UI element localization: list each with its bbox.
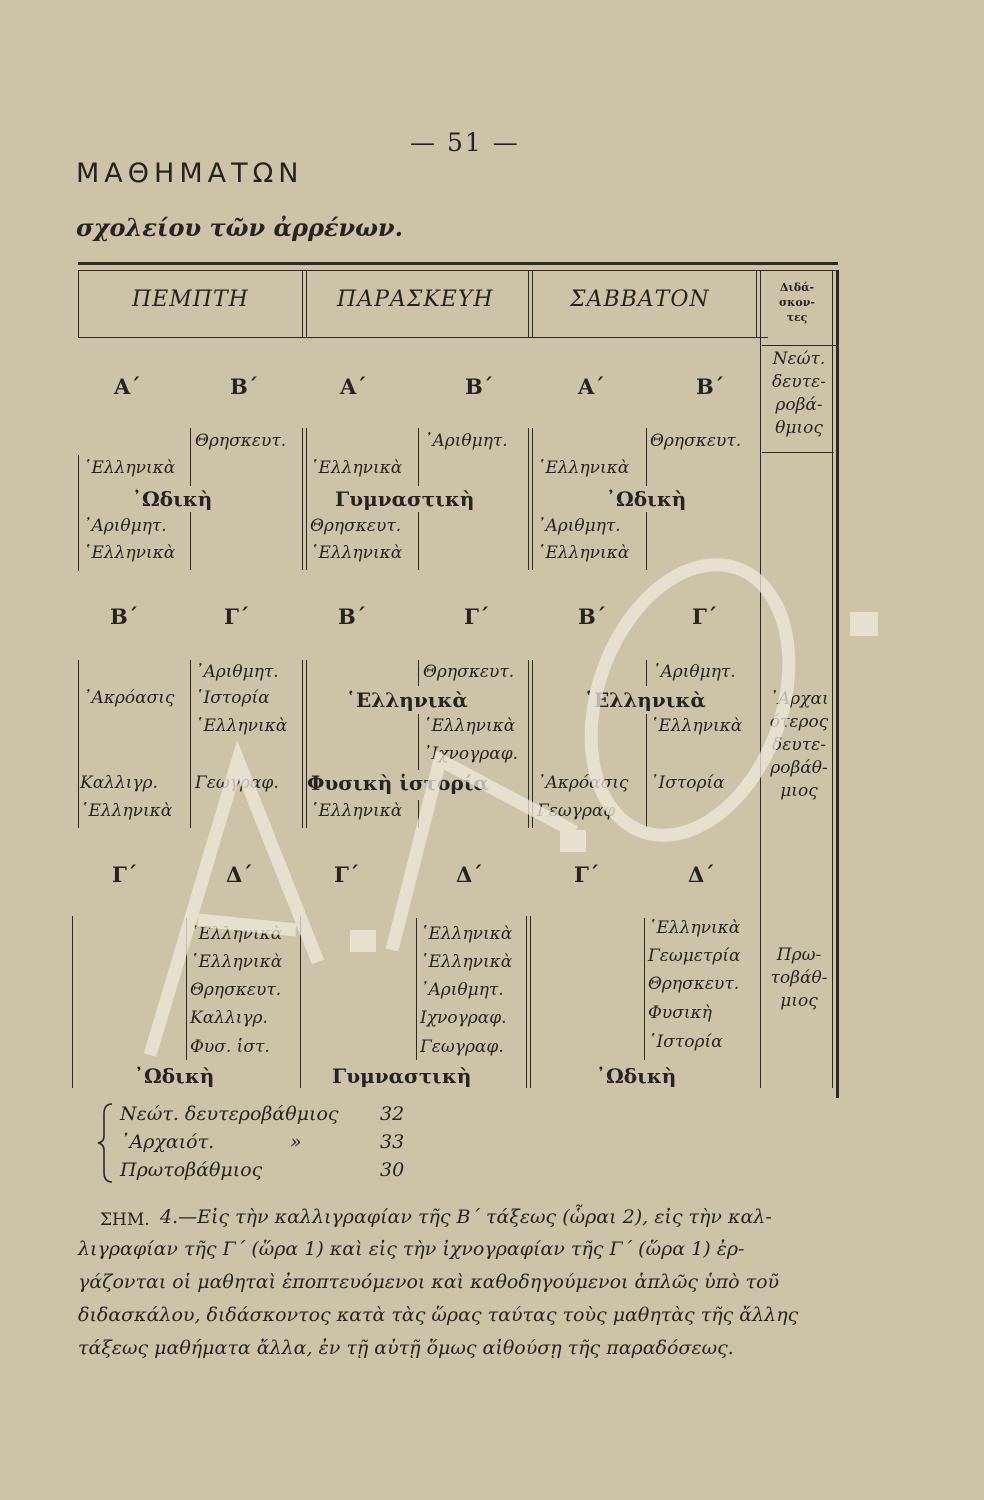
teachers-header: Διδά- σκον- τες: [779, 281, 815, 324]
summary-hours: 33: [380, 1131, 405, 1153]
class-label: Γ΄: [112, 862, 138, 887]
footnote-line: διδασκάλου, διδάσκοντος κατὰ τὰς ὥρας ταύτας τοὺς μαθητὰς τῆς ἄλλης: [78, 1304, 799, 1326]
class-label: Δ΄: [226, 862, 253, 887]
summary-label: Πρωτοβάθμιος: [120, 1159, 263, 1181]
cell-thu-common: ᾿Ωδικὴ: [132, 487, 213, 511]
class-label: Δ΄: [688, 862, 715, 887]
teacher-block3: Πρω- τοβάθ- μιος: [770, 945, 828, 1011]
cell-sat-a3: ῾Ελληνικὰ: [537, 543, 630, 563]
cell-thu-g4: Γεωγραφ.: [195, 773, 279, 793]
cell-fri-common: Γυμναστικὴ: [332, 1064, 472, 1088]
class-label: Γ΄: [224, 604, 250, 629]
cell-sat-b3: Γεωγραφ: [537, 801, 616, 821]
footnote-prefix: ΣΗΜ.: [100, 1210, 150, 1230]
cell-fri-common: ῾Ελληνικὰ: [346, 688, 468, 712]
cell-fri-g2: ῾Ελληνικὰ: [423, 716, 516, 736]
cell-sat-b2: ᾿Ακρόασις: [537, 773, 629, 793]
class-label: Γ΄: [574, 862, 600, 887]
cell-thu-b2: Καλλιγρ.: [80, 773, 158, 793]
cell-thu-g2: ῾Ιστορία: [195, 688, 270, 708]
cell-fri-common: Γυμναστικὴ: [335, 487, 475, 511]
summary-label: Νεώτ. δευτεροβάθμιος: [120, 1103, 339, 1125]
day-header-saturday: ΣΑΒΒΑΤΟΝ: [570, 287, 710, 312]
cell-fri-b3: ῾Ελληνικὰ: [310, 801, 403, 821]
day-header-thursday: ΠΕΜΠΤΗ: [132, 287, 249, 312]
cell-thu-common: ᾿Ωδικὴ: [134, 1064, 215, 1088]
summary-hours: 32: [380, 1103, 405, 1125]
class-label: Β΄: [578, 604, 607, 629]
cell-sat-g2: ῾Ελληνικὰ: [650, 716, 743, 736]
footnote-line: 4.—Εἰς τὴν καλλιγραφίαν τῆς Β΄ τάξεως (ὧραι 2), εἰς τὴν καλ-: [160, 1206, 772, 1228]
cell-fri-a2: Θρησκευτ.: [310, 516, 402, 536]
cell-thu-a3: ῾Ελληνικὰ: [83, 543, 176, 563]
class-label: Β΄: [230, 374, 259, 399]
cell-fri-b1: ᾿Αριθμητ.: [424, 431, 508, 451]
class-label: Β΄: [465, 374, 494, 399]
cell-sat-common: ῾Ελληνικὰ: [584, 688, 706, 712]
cell-thu-g1: ᾿Αριθμητ.: [195, 662, 279, 682]
class-label: Α΄: [340, 374, 367, 399]
cell-thu-b3: ῾Ελληνικὰ: [80, 801, 173, 821]
cell-thu-b1: ᾿Ακρόασις: [83, 688, 175, 708]
teacher-block2: ᾿Αρχαι ότερος δευτε- ροβάθ- μιος: [769, 689, 829, 801]
cell-fri-a3: ῾Ελληνικὰ: [310, 543, 403, 563]
class-label: Γ΄: [692, 604, 718, 629]
class-label: Β΄: [338, 604, 367, 629]
class-label: Δ΄: [456, 862, 483, 887]
class-label: Γ΄: [464, 604, 490, 629]
cell-fri-common2: Φυσικὴ ἱστορία: [307, 771, 489, 795]
cell-thu-b1: Θρησκευτ.: [195, 431, 287, 451]
cell-sat-g3: ῾Ιστορία: [650, 773, 725, 793]
footnote-line: γάζονται οἱ μαθηταὶ ἐποπτευόμενοι καὶ καθοδηγούμενοι ἁπλῶς ὑπὸ τοῦ: [78, 1271, 780, 1293]
page-number: — 51 —: [410, 128, 520, 157]
page-subtitle: σχολείου τῶν ἀρρένων.: [76, 213, 404, 242]
cell-sat-a1: ῾Ελληνικὰ: [537, 458, 630, 478]
footnote-line: λιγραφίαν τῆς Γ΄ (ὥρα 1) καὶ εἰς τὴν ἰχνογραφίαν τῆς Γ΄ (ὥρα 1) ἐρ-: [78, 1238, 745, 1260]
class-label: Α΄: [114, 374, 141, 399]
cell-sat-common: ᾿Ωδικὴ: [596, 1064, 677, 1088]
class-label: Β΄: [110, 604, 139, 629]
cell-sat-b1: Θρησκευτ.: [650, 431, 742, 451]
cell-fri-a1: ῾Ελληνικὰ: [310, 458, 403, 478]
cell-fri-g3: ᾿Ιχνογραφ.: [423, 744, 519, 764]
summary-label: ᾿Αρχαιότ.: [120, 1131, 215, 1153]
cell-thu-a2: ᾿Αριθμητ.: [83, 516, 167, 536]
cell-thu-a1: ῾Ελληνικὰ: [83, 458, 176, 478]
cell-sat-g1: ᾿Αριθμητ.: [652, 662, 736, 682]
cell-fri-g1: Θρησκευτ.: [423, 662, 515, 682]
teacher-block1: Νεώτ. δευτε- ροβά- θμιος: [772, 349, 826, 438]
cell-sat-common: ᾿Ωδικὴ: [606, 487, 687, 511]
class-label: Β΄: [696, 374, 725, 399]
footnote-line: τάξεως μαθήματα ἄλλα, ἐν τῇ αὐτῇ ὅμως αἰθούσῃ τῆς παραδόσεως.: [78, 1337, 734, 1359]
cell-sat-a2: ᾿Αριθμητ.: [537, 516, 621, 536]
cell-thu-g3: ῾Ελληνικὰ: [195, 716, 288, 736]
page-title: ΜΑΘΗΜΑΤΩΝ: [76, 158, 304, 189]
summary-hours: 30: [380, 1159, 405, 1181]
day-header-friday: ΠΑΡΑΣΚΕΥΗ: [337, 287, 494, 312]
class-label: Α΄: [578, 374, 605, 399]
summary-ditto: »: [290, 1131, 302, 1153]
class-label: Γ΄: [334, 862, 360, 887]
